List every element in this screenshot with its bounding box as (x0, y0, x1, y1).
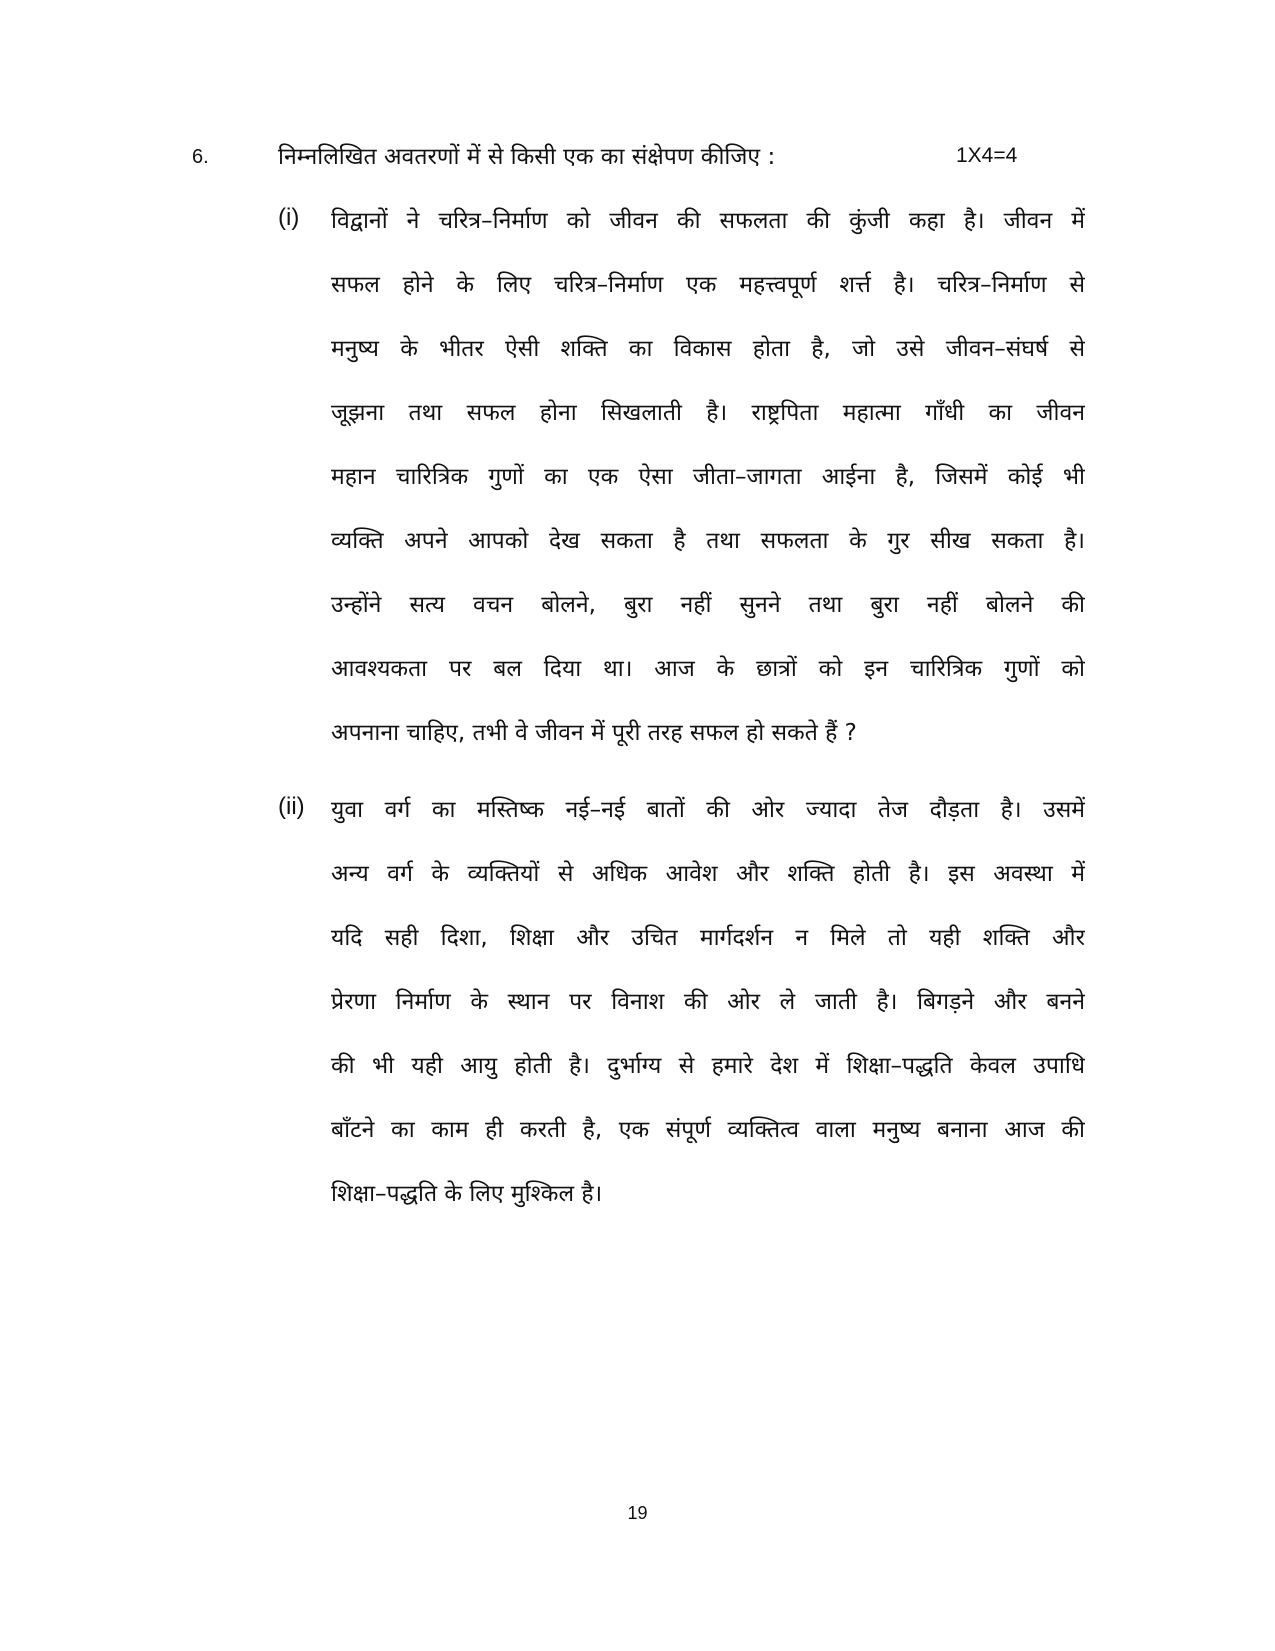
passage-line: सफल होने के लिए चरित्र–निर्माण एक महत्त्वपूर्ण शर्त्त है। चरित्र–निर्माण से (331, 272, 1085, 298)
passage-i (331, 189, 1085, 765)
passage-line: जूझना तथा सफल होना सिखलाती है। राष्ट्रपिता महात्मा गाँधी का जीवन (331, 400, 1085, 426)
passage-line: उन्होंने सत्य वचन बोलने, बुरा नहीं सुनने तथा बुरा नहीं बोलने की (331, 592, 1085, 618)
passage-label-ii: (ii) (278, 793, 305, 820)
passage-line: यदि सही दिशा, शिक्षा और उचित मार्गदर्शन न मिले तो यही शक्ति और (331, 925, 1085, 951)
question-number: 6. (192, 146, 209, 168)
passage-line: प्रेरणा निर्माण के स्थान पर विनाश की ओर ले जाती है। बिगड़ने और बनने (331, 989, 1085, 1015)
passage-label-i: (i) (278, 204, 300, 231)
passage-line: विद्वानों ने चरित्र–निर्माण को जीवन की सफलता की कुंजी कहा है। जीवन में (331, 208, 1085, 234)
passage-ii (331, 778, 1085, 1226)
passage-line: युवा वर्ग का मस्तिष्क नई–नई बातों की ओर ज्यादा तेज दौड़ता है। उसमें (331, 797, 1085, 823)
passage-line: महान चारित्रिक गुणों का एक ऐसा जीता–जागता आईना है, जिसमें कोई भी (331, 464, 1085, 490)
passage-line: अपनाना चाहिए, तभी वे जीवन में पूरी तरह सफल हो सकते हैं ? (331, 720, 857, 746)
question-instruction: निम्नलिखित अवतरणों में से किसी एक का संक्षेपण कीजिए : (278, 144, 776, 170)
page-number: 19 (627, 1503, 648, 1523)
passage-line: बाँटने का काम ही करती है, एक संपूर्ण व्यक्तित्व वाला मनुष्य बनाना आज की (331, 1117, 1085, 1143)
passage-line: अन्य वर्ग के व्यक्तियों से अधिक आवेश और शक्ति होती है। इस अवस्था में (331, 861, 1085, 887)
passage-line: मनुष्य के भीतर ऐसी शक्ति का विकास होता है, जो उसे जीवन–संघर्ष से (331, 336, 1085, 362)
passage-line: शिक्षा–पद्धति के लिए मुश्किल है। (331, 1181, 603, 1207)
passage-line: की भी यही आयु होती है। दुर्भाग्य से हमारे देश में शिक्षा–पद्धति केवल उपाधि (331, 1053, 1085, 1079)
question-marks: 1X4=4 (956, 144, 1018, 167)
passage-line: आवश्यकता पर बल दिया था। आज के छात्रों को इन चारित्रिक गुणों को (331, 656, 1085, 682)
passage-line: व्यक्ति अपने आपको देख सकता है तथा सफलता के गुर सीख सकता है। (331, 528, 1085, 554)
